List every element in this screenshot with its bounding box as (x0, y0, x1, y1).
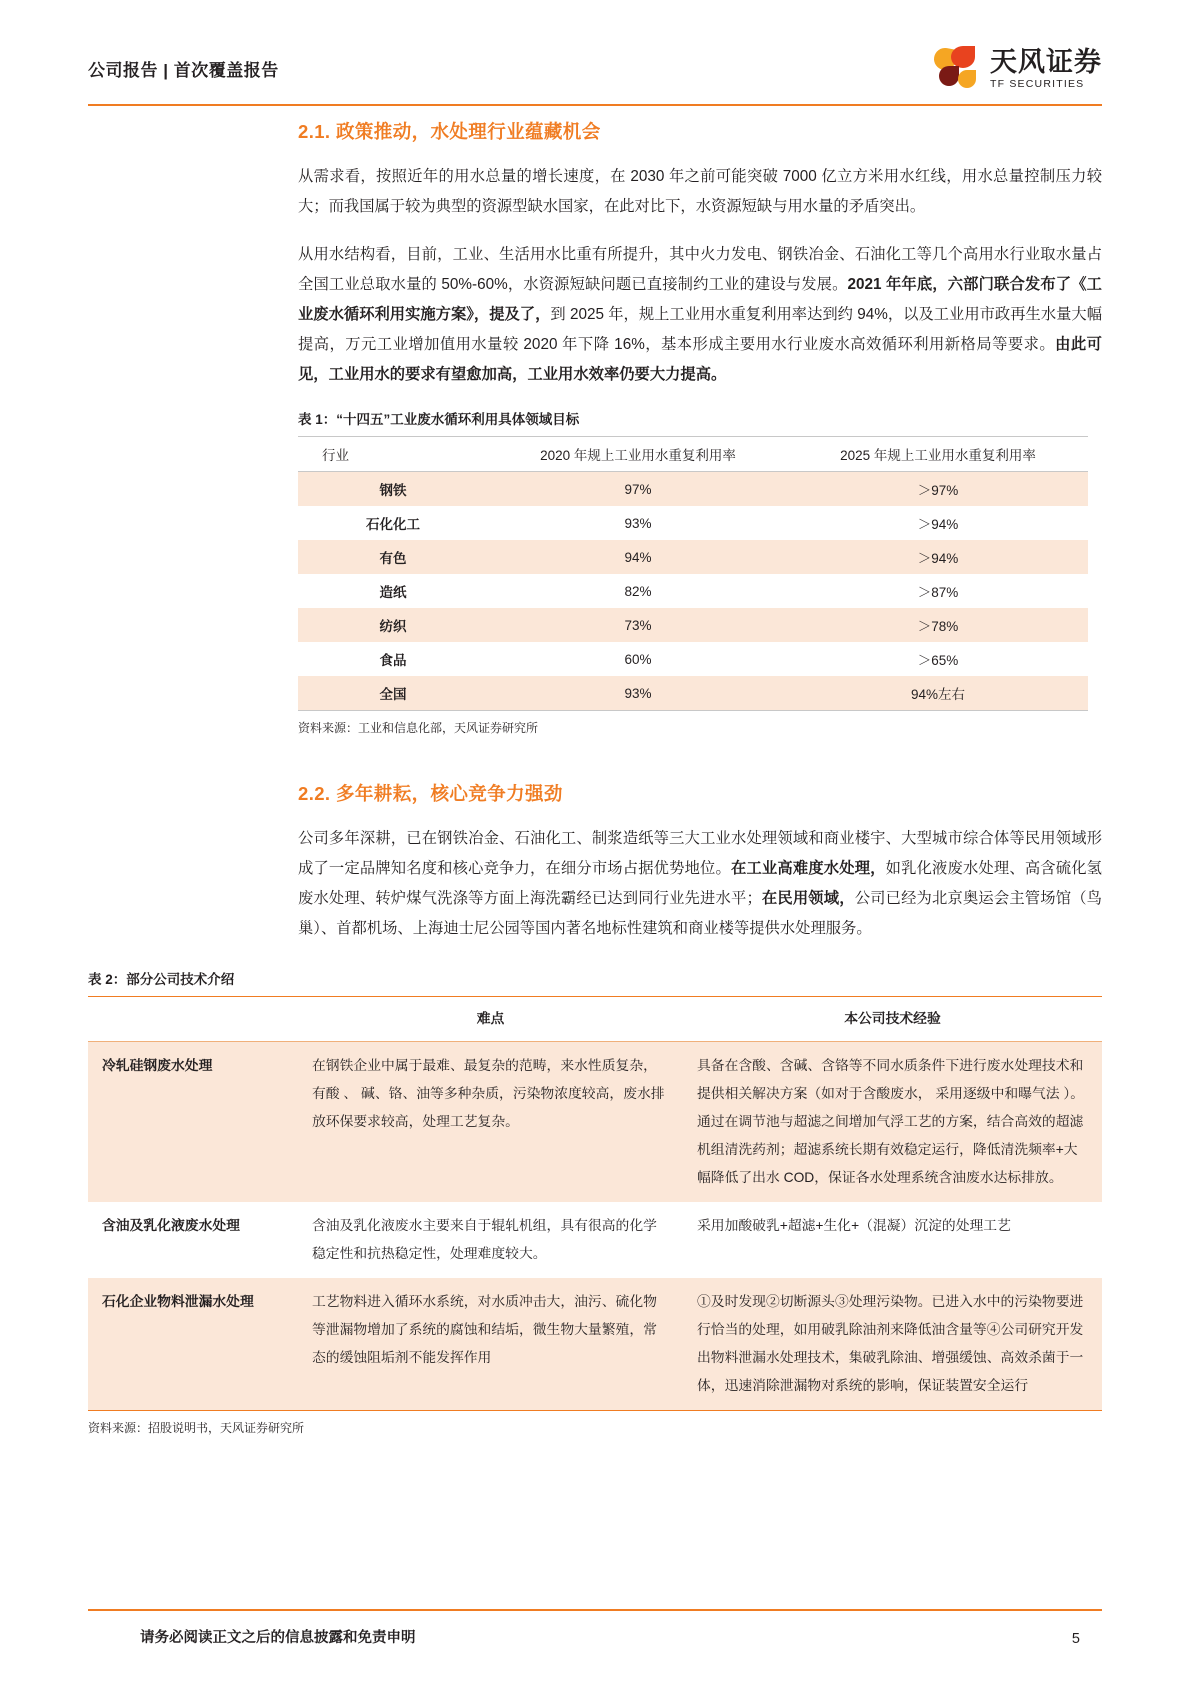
table1-cell-industry: 食品 (379, 653, 407, 668)
table1-header-cell: 2025 年规上工业用水重复利用率 (788, 437, 1088, 472)
table1-cell-2025: ＞87% (917, 585, 959, 600)
table2-cell-name: 冷轧硅钢废水处理 (88, 1042, 298, 1203)
logo-petals-icon (934, 46, 980, 92)
breadcrumb: 公司报告 | 首次覆盖报告 (88, 61, 279, 80)
table2-header-cell-difficulty: 难点 (298, 997, 683, 1042)
table1-cell-2025: ＞65% (917, 653, 959, 668)
table-row (88, 1042, 1102, 1203)
table-row (298, 540, 1088, 574)
para-2-2-1-part-c: 如乳化液废水处理、高含硫化氢废水处理、转炉煤气洗涤等方面上海洗霸经已达到同行业先进水平； (298, 860, 1102, 907)
table2-cell-difficulty: 含油及乳化液废水主要来自于辊轧机组，具有很高的化学稳定性和抗热稳定性，处理难度较大。 (312, 1218, 657, 1261)
table2-cell-difficulty: 工艺物料进入循环水系统，对水质冲击大，油污、硫化物等泄漏物增加了系统的腐蚀和结垢，微生物大量繁殖，常态的缓蚀阻垢剂不能发挥作用 (298, 1278, 683, 1411)
table-row (88, 1278, 1102, 1411)
para-2-2-1-part-b: 在工业高难度水处理， (731, 860, 886, 877)
table1-cell-industry: 钢铁 (298, 472, 488, 507)
table2-cell-name: 含油及乳化液废水处理 (102, 1218, 240, 1233)
table1-cell-2025: ＞94% (788, 540, 1088, 574)
header-divider (88, 104, 1102, 106)
table1-cell-2020: 93% (488, 676, 788, 711)
table-row (298, 472, 1088, 507)
company-logo (934, 46, 1102, 92)
table-row (298, 506, 1088, 540)
table2-header-cell-blank (88, 997, 298, 1042)
paragraph-2-1-1: 从需求看，按照近年的用水总量的增长速度，在 2030 年之前可能突破 7000 亿立方米用水红线，用水总量控制压力较大；而我国属于较为典型的资源型缺水国家，在此对比下，水资源短缺与用水量的矛盾突出。 (298, 168, 1102, 215)
table-row (298, 642, 1088, 676)
table2-cell-name: 石化企业物料泄漏水处理 (88, 1278, 298, 1411)
logo-name-cn: 天风证券 (990, 47, 1102, 78)
table1-cell-industry: 全国 (298, 676, 488, 711)
table1-header-cell: 2020 年规上工业用水重复利用率 (488, 437, 788, 472)
para-2-1-2-part-c: 到 2025 年，规上工业用水重复利用率达到约 94%，以及工业用市政再生水量大幅提高，万元工业增加值用水量较 2020 年下降 16%，基本形成主要用水行业废水高效循环利用新格局等要求。 (298, 306, 1103, 353)
table1-cell-2020: 82% (624, 583, 652, 599)
para-2-1-2-part-d: 由此可见，工业用水的要求有望愈加高，工业用水效率仍要大力提高。 (298, 336, 1102, 383)
para-2-1-2-part-b: 2021 年年底，六部门联合发布了《工业废水循环利用实施方案》，提及了， (298, 276, 1102, 323)
footer-disclaimer: 请务必阅读正文之后的信息披露和免责申明 (140, 1630, 416, 1646)
table1-caption: 表 1：“十四五”工业废水循环利用具体领域目标 (298, 412, 580, 427)
logo-name-en: TF SECURITIES (990, 77, 1085, 90)
table2-caption: 表 2：部分公司技术介绍 (88, 972, 235, 987)
paragraph-2-1-2 (298, 240, 1102, 390)
section-heading-2-2: 2.2. 多年耕耘，核心竞争力强劲 (298, 783, 563, 804)
table1-cell-industry: 造纸 (379, 585, 407, 600)
footer-divider (88, 1609, 1102, 1611)
table1-cell-2020: 73% (488, 608, 788, 642)
table2-source: 资料来源：招股说明书，天风证券研究所 (88, 1421, 305, 1435)
table1-cell-2020: 60% (624, 651, 652, 667)
table1-cell-2025: ＞94% (917, 517, 959, 532)
table1-source: 资料来源：工业和信息化部，天风证券研究所 (298, 721, 539, 735)
para-2-1-2-part-a: 从用水结构看，目前，工业、生活用水比重有所提升，其中火力发电、钢铁冶金、石油化工等几个高用水行业取水量占全国工业总取水量的 50%-60%，水资源短缺问题已直接制约工业的建设与发展。 (298, 246, 1102, 293)
table1-cell-industry: 石化化工 (366, 517, 420, 532)
page-number: 5 (1071, 1631, 1080, 1647)
paragraph-2-2-1 (298, 824, 1102, 944)
table-row (298, 574, 1088, 608)
table2-cell-experience: 采用加酸破乳+超滤+生化+（混凝）沉淀的处理工艺 (697, 1218, 1011, 1233)
table2-cell-difficulty: 在钢铁企业中属于最难、最复杂的范畴，来水性质复杂，有酸 、 碱、铬、油等多种杂质，污染物浓度较高，废水排放环保要求较高，处理工艺复杂。 (298, 1042, 683, 1203)
table1-cell-industry: 有色 (298, 540, 488, 574)
table1-cell-2020: 94% (488, 540, 788, 574)
table1-cell-2025: ＞97% (788, 472, 1088, 507)
table2-header-cell-experience: 本公司技术经验 (683, 997, 1102, 1042)
page-header (88, 46, 1102, 104)
table2-header-row (88, 997, 1102, 1042)
para-2-2-1-part-e: 公司已经为北京奥运会主管场馆（鸟巢）、首都机场、上海迪士尼公园等国内著名地标性建筑和商业楼等提供水处理服务。 (298, 890, 1102, 937)
table2-cell-experience: 具备在含酸、含碱、含铬等不同水质条件下进行废水处理技术和提供相关解决方案（如对于含酸废水， 采用逐级中和曝气法 ）。 通过在调节池与超滤之间增加气浮工艺的方案，结合高效的超滤机组清洗药剂；超滤系统长期有效稳定运行，降低清洗频率+大幅降低了出水 COD，保证各水处理系统含油废水达标排放。 (683, 1042, 1102, 1203)
table2-cell-experience: ①及时发现②切断源头③处理污染物。已进入水中的污染物要进行恰当的处理，如用破乳除油剂来降低油含量等④公司研究开发出物料泄漏水处理技术，集破乳除油、增强缓蚀、高效杀菌于一体，迅速消除泄漏物对系统的影响，保证装置安全运行 (683, 1278, 1102, 1411)
table1-cell-industry: 纺织 (298, 608, 488, 642)
table1-cell-2025: 94%左右 (788, 676, 1088, 711)
table-industrial-water-reuse (298, 436, 1088, 711)
table-company-technologies (88, 996, 1102, 1411)
table-row (298, 608, 1088, 642)
table1-cell-2025: ＞78% (788, 608, 1088, 642)
table1-header-row (298, 437, 1088, 472)
para-2-2-1-part-a: 公司多年深耕，已在钢铁冶金、石油化工、制浆造纸等三大工业水处理领域和商业楼宇、大型城市综合体等民用领域形成了一定品牌知名度和核心竞争力，在细分市场占据优势地位。 (298, 830, 1102, 877)
page-content (88, 118, 1102, 1436)
table-row (298, 676, 1088, 711)
section-heading-2-1: 2.1. 政策推动，水处理行业蕴藏机会 (298, 121, 601, 142)
para-2-2-1-part-d: 在民用领域， (761, 890, 855, 907)
table1-cell-2020: 93% (624, 515, 652, 531)
table-row (88, 1202, 1102, 1278)
table1-cell-2020: 97% (488, 472, 788, 507)
table1-header-cell: 行业 (298, 437, 488, 472)
